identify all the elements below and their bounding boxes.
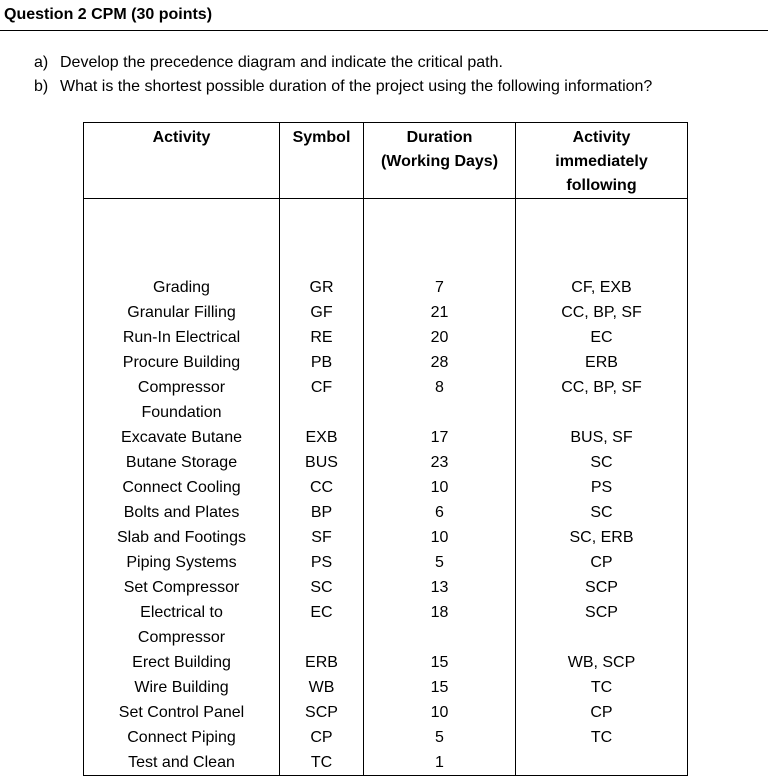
item-label: a) (34, 54, 49, 71)
table-row (84, 450, 688, 475)
cell-symbol (280, 675, 364, 700)
cell-following-text: TC (590, 729, 613, 746)
cell-symbol (280, 199, 364, 301)
cell-duration (364, 600, 516, 650)
cell-following (516, 300, 688, 325)
cell-following-text: CC, BP, SF (561, 379, 642, 396)
header-duration-line1: Duration (406, 129, 473, 146)
cell-activity (84, 350, 280, 375)
cell-following (516, 725, 688, 750)
cell-activity-text: Excavate Butane (121, 429, 242, 446)
cell-following-text: CP (590, 704, 613, 721)
header-following-line1: Activity (572, 129, 631, 146)
cell-duration (364, 650, 516, 675)
table-row (84, 525, 688, 550)
table-row (84, 375, 688, 425)
cell-activity (84, 650, 280, 675)
cell-symbol-text: WB (308, 679, 335, 696)
cell-duration-text: 15 (430, 679, 449, 696)
cell-following (516, 700, 688, 725)
cell-following-text: CF, EXB (571, 279, 632, 296)
cell-symbol-text: BP (310, 504, 333, 521)
cell-symbol (280, 600, 364, 650)
cell-symbol (280, 425, 364, 450)
cell-activity (84, 550, 280, 575)
cell-activity (84, 300, 280, 325)
cell-activity (84, 750, 280, 776)
cell-activity (84, 525, 280, 550)
cell-following-text: ERB (585, 354, 618, 371)
cell-activity-text: Foundation (141, 404, 222, 421)
cell-duration-text: 6 (435, 504, 444, 521)
cell-symbol-text: CC (309, 479, 334, 496)
cell-duration-text: 10 (430, 479, 449, 496)
cell-symbol (280, 500, 364, 525)
cell-following-text: EC (590, 329, 613, 346)
cell-symbol (280, 300, 364, 325)
table-row (84, 600, 688, 650)
cell-activity-text: Electrical to (140, 604, 223, 621)
cell-following (516, 650, 688, 675)
cell-symbol (280, 325, 364, 350)
table-row (84, 325, 688, 350)
cell-following-text: CC, BP, SF (561, 304, 642, 321)
cell-duration (364, 325, 516, 350)
cell-duration-text: 1 (435, 754, 444, 771)
table-row (84, 199, 688, 301)
activity-table (83, 122, 688, 776)
cell-duration-text: 17 (430, 429, 449, 446)
cell-duration-text: 18 (430, 604, 449, 621)
cell-symbol-text: PB (310, 354, 333, 371)
cell-duration (364, 300, 516, 325)
cell-following (516, 350, 688, 375)
cell-symbol-text: CF (310, 379, 333, 396)
cell-symbol-text: SC (310, 579, 333, 596)
cell-activity-text: Butane Storage (125, 454, 238, 471)
cell-activity (84, 199, 280, 301)
cell-symbol-text: EC (310, 604, 333, 621)
header-following-line3: following (566, 177, 637, 194)
cell-activity-text: Bolts and Plates (123, 504, 240, 521)
header-activity-text: Activity (152, 129, 211, 146)
cell-symbol (280, 475, 364, 500)
cell-duration-text: 23 (430, 454, 449, 471)
cell-duration (364, 450, 516, 475)
cell-following (516, 450, 688, 475)
cell-activity-text: Connect Piping (127, 729, 236, 746)
cell-duration-text: 5 (435, 554, 444, 571)
cell-activity-text: Run-In Electrical (122, 329, 241, 346)
cell-symbol-text: EXB (305, 429, 338, 446)
cell-following-text: SC, ERB (569, 529, 634, 546)
header-following-line2: immediately (555, 153, 648, 170)
cell-following (516, 325, 688, 350)
cell-following-text: BUS, SF (570, 429, 633, 446)
cell-symbol (280, 525, 364, 550)
cell-following-text: CP (590, 554, 613, 571)
cell-duration-text: 8 (435, 379, 444, 396)
cell-duration-text: 13 (430, 579, 449, 596)
cell-following (516, 199, 688, 301)
table-row (84, 700, 688, 725)
cell-activity-text: Slab and Footings (117, 529, 246, 546)
cell-activity-text: Piping Systems (126, 554, 237, 571)
cell-activity-text: Erect Building (132, 654, 231, 671)
header-symbol (280, 123, 364, 199)
cell-duration (364, 375, 516, 425)
cell-duration-text: 28 (430, 354, 449, 371)
header-following (516, 123, 688, 199)
cell-following (516, 550, 688, 575)
cell-symbol (280, 725, 364, 750)
cell-symbol-text: RE (310, 329, 333, 346)
cell-following-text: PS (590, 479, 613, 496)
cell-symbol-text: GR (309, 279, 334, 296)
cell-following (516, 675, 688, 700)
cell-following (516, 600, 688, 650)
cell-symbol (280, 375, 364, 425)
cell-activity (84, 375, 280, 425)
cell-symbol (280, 575, 364, 600)
cell-following (516, 575, 688, 600)
cell-symbol-text: SF (311, 529, 332, 546)
cell-activity (84, 500, 280, 525)
cell-symbol (280, 550, 364, 575)
cell-symbol-text: BUS (305, 454, 338, 471)
table-row (84, 675, 688, 700)
cell-symbol (280, 350, 364, 375)
cell-following-text: SCP (585, 604, 618, 621)
cell-following (516, 425, 688, 450)
cell-activity (84, 675, 280, 700)
cell-duration (364, 350, 516, 375)
header-symbol-text: Symbol (292, 129, 351, 146)
cell-duration (364, 500, 516, 525)
cell-following-text: TC (590, 679, 613, 696)
cell-activity-text: Test and Clean (128, 754, 235, 771)
cell-duration (364, 475, 516, 500)
cell-activity (84, 700, 280, 725)
cell-symbol (280, 700, 364, 725)
question-item-a (34, 54, 503, 72)
cell-activity (84, 450, 280, 475)
cell-activity (84, 725, 280, 750)
cell-activity-text: Procure Building (122, 354, 241, 371)
cell-duration (364, 525, 516, 550)
cell-following (516, 475, 688, 500)
cell-duration (364, 725, 516, 750)
table-row (84, 425, 688, 450)
table-row (84, 550, 688, 575)
question-title: Question 2 CPM (30 points) (4, 6, 213, 23)
cell-activity-text: Compressor (137, 379, 226, 396)
table-row (84, 500, 688, 525)
cell-symbol-text: GF (310, 304, 333, 321)
cell-symbol-text: SCP (305, 704, 338, 721)
cell-following (516, 525, 688, 550)
header-activity (84, 123, 280, 199)
cell-activity-text: Set Compressor (123, 579, 240, 596)
cell-activity (84, 600, 280, 650)
cell-duration (364, 700, 516, 725)
table-row (84, 725, 688, 750)
item-text: What is the shortest possible duration of the project using the following information? (60, 78, 653, 95)
cell-duration (364, 425, 516, 450)
cell-following-text: WB, SCP (567, 654, 636, 671)
cell-activity (84, 475, 280, 500)
cell-symbol-text: TC (310, 754, 333, 771)
cell-following (516, 375, 688, 425)
cell-duration-text: 10 (430, 529, 449, 546)
cell-symbol-text: PS (310, 554, 333, 571)
cell-duration (364, 550, 516, 575)
cell-symbol (280, 650, 364, 675)
cell-activity (84, 425, 280, 450)
item-text: Develop the precedence diagram and indicate the critical path. (60, 54, 503, 71)
cell-activity-text: Compressor (137, 629, 226, 646)
cell-duration-text: 7 (435, 279, 444, 296)
cell-duration (364, 675, 516, 700)
question-item-b (34, 78, 652, 96)
table-row (84, 750, 688, 776)
cell-following-text: SC (590, 454, 613, 471)
item-label: b) (34, 78, 49, 95)
cell-activity-text: Grading (153, 279, 210, 296)
cell-duration (364, 575, 516, 600)
cell-symbol (280, 750, 364, 776)
table-row (84, 575, 688, 600)
title-divider (0, 30, 768, 31)
table-row (84, 300, 688, 325)
cell-symbol-text: ERB (305, 654, 338, 671)
cell-symbol (280, 450, 364, 475)
table-row (84, 650, 688, 675)
header-duration (364, 123, 516, 199)
cell-following-text: SC (590, 504, 613, 521)
cell-duration-text: 5 (435, 729, 444, 746)
cell-duration-text: 20 (430, 329, 449, 346)
cell-activity (84, 575, 280, 600)
cell-activity-text: Connect Cooling (122, 479, 241, 496)
cell-activity (84, 325, 280, 350)
table-header-row (84, 123, 688, 199)
cell-activity-text: Set Control Panel (118, 704, 245, 721)
header-duration-line2: (Working Days) (380, 153, 499, 170)
cell-activity-text: Wire Building (134, 679, 229, 696)
cell-duration-text: 10 (430, 704, 449, 721)
cell-following-text: SCP (585, 579, 618, 596)
table-row (84, 475, 688, 500)
cell-duration (364, 750, 516, 776)
cell-duration-text: 21 (430, 304, 449, 321)
table-row (84, 350, 688, 375)
cell-duration-text: 15 (430, 654, 449, 671)
cell-duration (364, 199, 516, 301)
cell-following (516, 750, 688, 776)
cell-activity-text: Granular Filling (127, 304, 236, 321)
cell-following (516, 500, 688, 525)
cell-symbol-text: CP (310, 729, 333, 746)
